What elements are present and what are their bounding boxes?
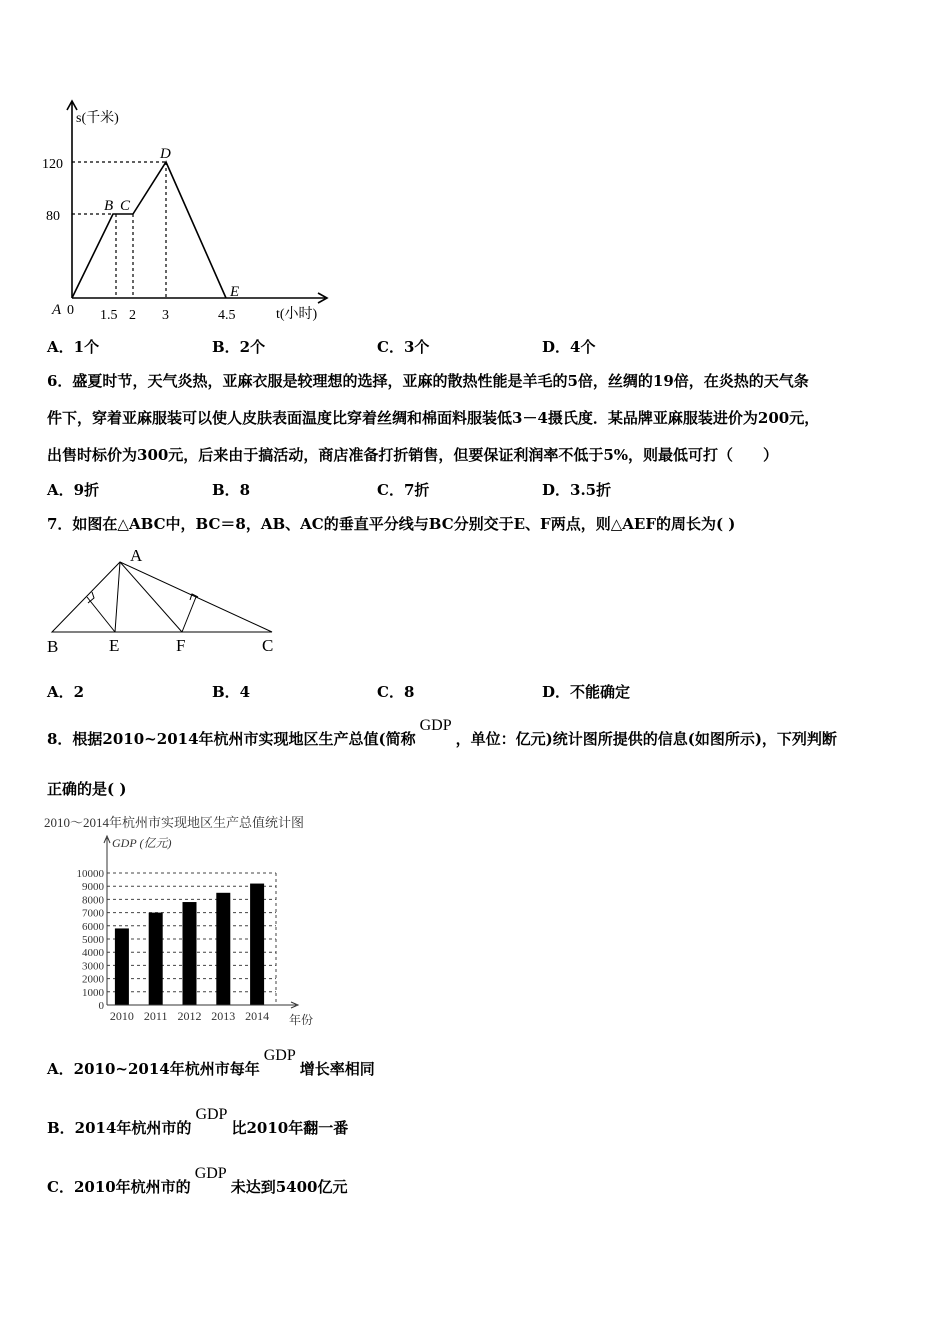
vertex-label: C (262, 636, 274, 655)
point-label: C (120, 198, 131, 214)
x-tick: 4.5 (218, 308, 236, 323)
option-c: C．7折 (377, 481, 430, 499)
x-tick-label: 2012 (177, 1009, 202, 1023)
text: 比2010年翻一番 (231, 1119, 349, 1137)
distance-time-graph (30, 90, 350, 330)
y-tick: 120 (42, 157, 63, 172)
question-8-line (47, 717, 837, 749)
x-tick-label: 2011 (143, 1009, 168, 1023)
x-tick-label: 2014 (245, 1009, 270, 1023)
y-axis-label: s(千米) (76, 111, 119, 126)
text: 增长率相同 (299, 1060, 375, 1078)
gdp-term: GDP (195, 1106, 228, 1123)
option-b (47, 1106, 349, 1138)
y-tick-label: 7000 (82, 907, 104, 920)
y-tick-label: 5000 (82, 934, 104, 946)
x-tick: 3 (162, 308, 169, 323)
y-tick-label: 6000 (82, 920, 104, 933)
option-c: C．3个 (377, 338, 430, 356)
question-8-line: 正确的是( ) (47, 780, 127, 798)
gdp-term: GDP (419, 717, 452, 734)
question-6-line: 出售时标价为300元，后来由于搞活动，商店准备打折销售，但要保证利润率不低于5%，则最低可打（ ） (47, 446, 779, 464)
x-tick: 0 (67, 303, 74, 318)
option-b: B．4 (212, 683, 251, 701)
question-7-text: 7．如图在△ABC中，BC＝8，AB、AC的垂直平分线与BC分别交于E、F两点，则△AEF的周长为( ) (47, 515, 736, 533)
text: B．2014年杭州市的 (47, 1119, 192, 1137)
bar (250, 884, 264, 1005)
y-tick-label: 1000 (82, 986, 104, 999)
y-tick-label: 2000 (82, 973, 104, 986)
option-c: C．8 (377, 683, 415, 701)
gdp-term: GDP (263, 1047, 296, 1064)
option-d: D．3.5折 (542, 481, 612, 499)
text: C．2010年杭州市的 (47, 1178, 191, 1196)
y-tick-label: 4000 (82, 947, 104, 960)
y-tick-label: 0 (98, 1000, 104, 1012)
x-tick-label: 2013 (211, 1009, 236, 1023)
x-axis-label: 年份 (289, 1013, 314, 1027)
y-tick-label: 3000 (82, 960, 104, 973)
vertex-label: B (47, 637, 59, 656)
gdp-bar-chart (30, 810, 360, 1030)
y-axis-label: GDP (亿元) (112, 836, 172, 850)
text: A．2010~2014年杭州市每年 (47, 1060, 260, 1078)
vertex-label: A (130, 546, 143, 565)
option-c (47, 1165, 348, 1197)
chart-title: 2010～2014年杭州市实现地区生产总值统计图 (44, 815, 305, 830)
x-tick: 1.5 (100, 308, 118, 323)
vertex-label: F (176, 636, 186, 655)
gdp-term: GDP (194, 1165, 227, 1182)
text: 未达到5400亿元 (230, 1178, 348, 1196)
bar (115, 928, 129, 1005)
text: 8．根据2010~2014年杭州市实现地区生产总值(简称 (47, 730, 416, 748)
option-d: D．不能确定 (542, 683, 631, 701)
option-a: A．2 (47, 683, 85, 701)
x-tick: 2 (129, 308, 136, 323)
point-label: E (230, 284, 240, 300)
x-axis-label: t(小时) (276, 307, 318, 322)
x-tick-label: 2010 (109, 1009, 134, 1023)
option-b: B．2个 (212, 338, 266, 356)
option-d: D．4个 (542, 338, 596, 356)
option-a: A．9折 (47, 481, 100, 499)
vertex-label: E (109, 636, 120, 655)
bar (149, 913, 163, 1005)
option-a (47, 1047, 375, 1079)
y-tick-label: 9000 (82, 881, 104, 894)
point-label: A (52, 302, 62, 318)
point-label: B (104, 198, 114, 214)
option-b: B．8 (212, 481, 251, 499)
bar (216, 893, 230, 1005)
y-tick-label: 10000 (76, 868, 104, 880)
point-label: D (160, 146, 171, 162)
question-6-line: 6．盛夏时节，天气炎热，亚麻衣服是较理想的选择，亚麻的散热性能是羊毛的5倍，丝绸的19倍，在炎热的天气条 (47, 372, 809, 390)
y-tick-label: 8000 (82, 894, 104, 907)
triangle-figure (40, 540, 290, 660)
question-6-line: 件下，穿着亚麻服装可以使人皮肤表面温度比穿着丝绸和棉面料服装低3－4摄氏度．某品牌亚麻服装进价为200元， (47, 409, 820, 427)
bar (183, 902, 197, 1005)
y-tick: 80 (46, 209, 60, 224)
text: ，单位：亿元)统计图所提供的信息(如图所示)，下列判断 (455, 730, 837, 748)
option-a: A．1个 (47, 338, 100, 356)
